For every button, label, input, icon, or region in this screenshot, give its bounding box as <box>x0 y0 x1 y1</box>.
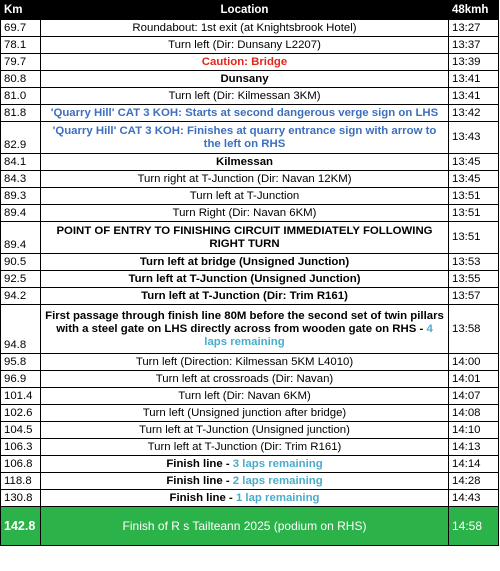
table-row <box>1 371 499 388</box>
location-text: Roundabout: 1st exit (at Knightsbrook Hotel) <box>132 21 357 34</box>
column-header-km: Km <box>1 1 41 20</box>
km-cell: 69.7 <box>1 20 41 37</box>
km-cell: 95.8 <box>1 354 41 371</box>
time-cell: 13:41 <box>449 71 499 88</box>
time-cell: 14:43 <box>449 490 499 507</box>
time-cell: 14:58 <box>449 507 499 546</box>
time-cell: 14:00 <box>449 354 499 371</box>
time-cell: 13:27 <box>449 20 499 37</box>
koh-finish-text: 'Quarry Hill' CAT 3 KOH: Finishes at quarry entrance sign with arrow to the left on RHS <box>52 124 437 150</box>
location-cell <box>41 254 449 271</box>
table-row <box>1 88 499 105</box>
town-name: Kilmessan <box>216 155 273 168</box>
table-row <box>1 439 499 456</box>
location-cell <box>41 88 449 105</box>
table-row <box>1 490 499 507</box>
table-row <box>1 154 499 171</box>
location-text: Turn left at bridge (Unsigned Junction) <box>139 255 350 268</box>
time-cell: 13:42 <box>449 105 499 122</box>
koh-start-text: 'Quarry Hill' CAT 3 KOH: Starts at second dangerous verge sign on LHS <box>50 106 439 119</box>
table-row <box>1 37 499 54</box>
location-cell <box>41 371 449 388</box>
time-cell: 13:53 <box>449 254 499 271</box>
table-row <box>1 54 499 71</box>
table-row <box>1 122 499 154</box>
km-cell: 79.7 <box>1 54 41 71</box>
location-cell <box>41 122 449 154</box>
table-row <box>1 405 499 422</box>
table-row <box>1 222 499 254</box>
km-cell: 90.5 <box>1 254 41 271</box>
time-cell: 14:01 <box>449 371 499 388</box>
time-cell: 13:39 <box>449 54 499 71</box>
table-row <box>1 354 499 371</box>
location-cell <box>41 71 449 88</box>
location-text: Turn Right (Dir: Navan 6KM) <box>172 206 317 219</box>
km-cell: 106.8 <box>1 456 41 473</box>
table-row <box>1 105 499 122</box>
km-cell: 102.6 <box>1 405 41 422</box>
table-row <box>1 254 499 271</box>
location-cell <box>41 490 449 507</box>
km-cell: 82.9 <box>1 122 41 154</box>
laps-remaining-text: 4 laps remaining <box>204 322 433 348</box>
location-text: Turn left at T-Junction (Unsigned junction) <box>139 423 350 436</box>
final-finish-text: Finish of R s Tailteann 2025 (podium on RHS) <box>122 518 367 533</box>
km-cell: 81.0 <box>1 88 41 105</box>
location-text: Turn left at crossroads (Dir: Navan) <box>155 372 334 385</box>
location-cell <box>41 473 449 490</box>
column-header-location: Location <box>41 1 449 20</box>
table-row <box>1 422 499 439</box>
table-row <box>1 288 499 305</box>
time-cell: 13:45 <box>449 154 499 171</box>
km-cell: 104.5 <box>1 422 41 439</box>
km-cell: 118.8 <box>1 473 41 490</box>
km-cell: 89.4 <box>1 222 41 254</box>
location-cell <box>41 354 449 371</box>
km-cell: 106.3 <box>1 439 41 456</box>
table-row <box>1 473 499 490</box>
time-cell: 14:28 <box>449 473 499 490</box>
time-cell: 13:51 <box>449 188 499 205</box>
table-row <box>1 20 499 37</box>
km-cell: 92.5 <box>1 271 41 288</box>
location-cell <box>41 37 449 54</box>
time-cell: 14:08 <box>449 405 499 422</box>
location-cell <box>41 222 449 254</box>
time-cell: 13:45 <box>449 171 499 188</box>
location-text: Turn right at T-Junction (Dir: Navan 12KM) <box>137 172 352 185</box>
table-row <box>1 71 499 88</box>
time-cell: 14:14 <box>449 456 499 473</box>
km-cell: 130.8 <box>1 490 41 507</box>
route-rows <box>1 20 499 546</box>
location-cell <box>41 271 449 288</box>
km-cell: 142.8 <box>1 507 41 546</box>
location-cell <box>41 388 449 405</box>
km-cell: 89.3 <box>1 188 41 205</box>
header-row <box>1 1 499 20</box>
finish-line-text: Finish line - <box>166 457 233 470</box>
time-cell: 13:43 <box>449 122 499 154</box>
caution-text: Caution: Bridge <box>201 55 288 68</box>
km-cell: 101.4 <box>1 388 41 405</box>
km-cell: 81.8 <box>1 105 41 122</box>
time-cell: 13:51 <box>449 222 499 254</box>
location-text: Turn left at T-Junction (Dir: Trim R161) <box>141 289 348 302</box>
km-cell: 94.8 <box>1 305 41 354</box>
location-cell <box>41 305 449 354</box>
column-header-time: 48kmh <box>449 1 499 20</box>
table-row <box>1 205 499 222</box>
location-text: Turn left (Dir: Kilmessan 3KM) <box>168 89 321 102</box>
location-cell <box>41 456 449 473</box>
km-cell: 94.2 <box>1 288 41 305</box>
km-cell: 89.4 <box>1 205 41 222</box>
location-text: Turn left (Direction: Kilmessan 5KM L4010) <box>135 355 354 368</box>
time-cell: 13:41 <box>449 88 499 105</box>
location-cell <box>41 405 449 422</box>
time-cell: 13:55 <box>449 271 499 288</box>
location-text: Turn left at T-Junction (Unsigned Junction) <box>128 272 361 285</box>
location-cell <box>41 507 449 546</box>
location-cell <box>41 188 449 205</box>
table-row <box>1 171 499 188</box>
finish-line-text: Finish line - <box>166 474 233 487</box>
km-cell: 80.8 <box>1 71 41 88</box>
km-cell: 96.9 <box>1 371 41 388</box>
location-cell <box>41 422 449 439</box>
location-text: Turn left (Dir: Dunsany L2207) <box>168 38 321 51</box>
table-row <box>1 456 499 473</box>
first-passage-text: First passage through finish line 80M before the second set of twin pillars with a steel gate on LHS directly across from wooden gate on RHS - <box>45 309 444 335</box>
location-text: Turn left (Unsigned junction after bridge) <box>142 406 347 419</box>
time-cell: 13:51 <box>449 205 499 222</box>
table-row <box>1 271 499 288</box>
time-cell: 14:13 <box>449 439 499 456</box>
laps-remaining-text: 2 laps remaining <box>232 474 323 487</box>
laps-remaining-text: 3 laps remaining <box>232 457 323 470</box>
table-row <box>1 305 499 354</box>
location-cell <box>41 205 449 222</box>
town-name: Dunsany <box>220 72 269 85</box>
time-cell: 13:37 <box>449 37 499 54</box>
table-row <box>1 188 499 205</box>
time-cell: 13:58 <box>449 305 499 354</box>
circuit-entry-text: POINT OF ENTRY TO FINISHING CIRCUIT IMMEDIATELY FOLLOWING RIGHT TURN <box>56 224 433 250</box>
location-cell <box>41 20 449 37</box>
finish-line-text: Finish line - <box>169 491 236 504</box>
location-cell <box>41 54 449 71</box>
time-cell: 13:57 <box>449 288 499 305</box>
km-cell: 78.1 <box>1 37 41 54</box>
km-cell: 84.1 <box>1 154 41 171</box>
location-cell <box>41 154 449 171</box>
table-row <box>1 388 499 405</box>
km-cell: 84.3 <box>1 171 41 188</box>
time-cell: 14:07 <box>449 388 499 405</box>
laps-remaining-text: 1 lap remaining <box>235 491 320 504</box>
time-cell: 14:10 <box>449 422 499 439</box>
location-text: Turn left at T-Junction <box>189 189 300 202</box>
final-finish-row <box>1 507 499 546</box>
location-cell <box>41 171 449 188</box>
location-cell <box>41 288 449 305</box>
location-text: Turn left (Dir: Navan 6KM) <box>178 389 311 402</box>
location-cell <box>41 105 449 122</box>
location-text: Turn left at T-Junction (Dir: Trim R161) <box>147 440 342 453</box>
location-cell <box>41 439 449 456</box>
